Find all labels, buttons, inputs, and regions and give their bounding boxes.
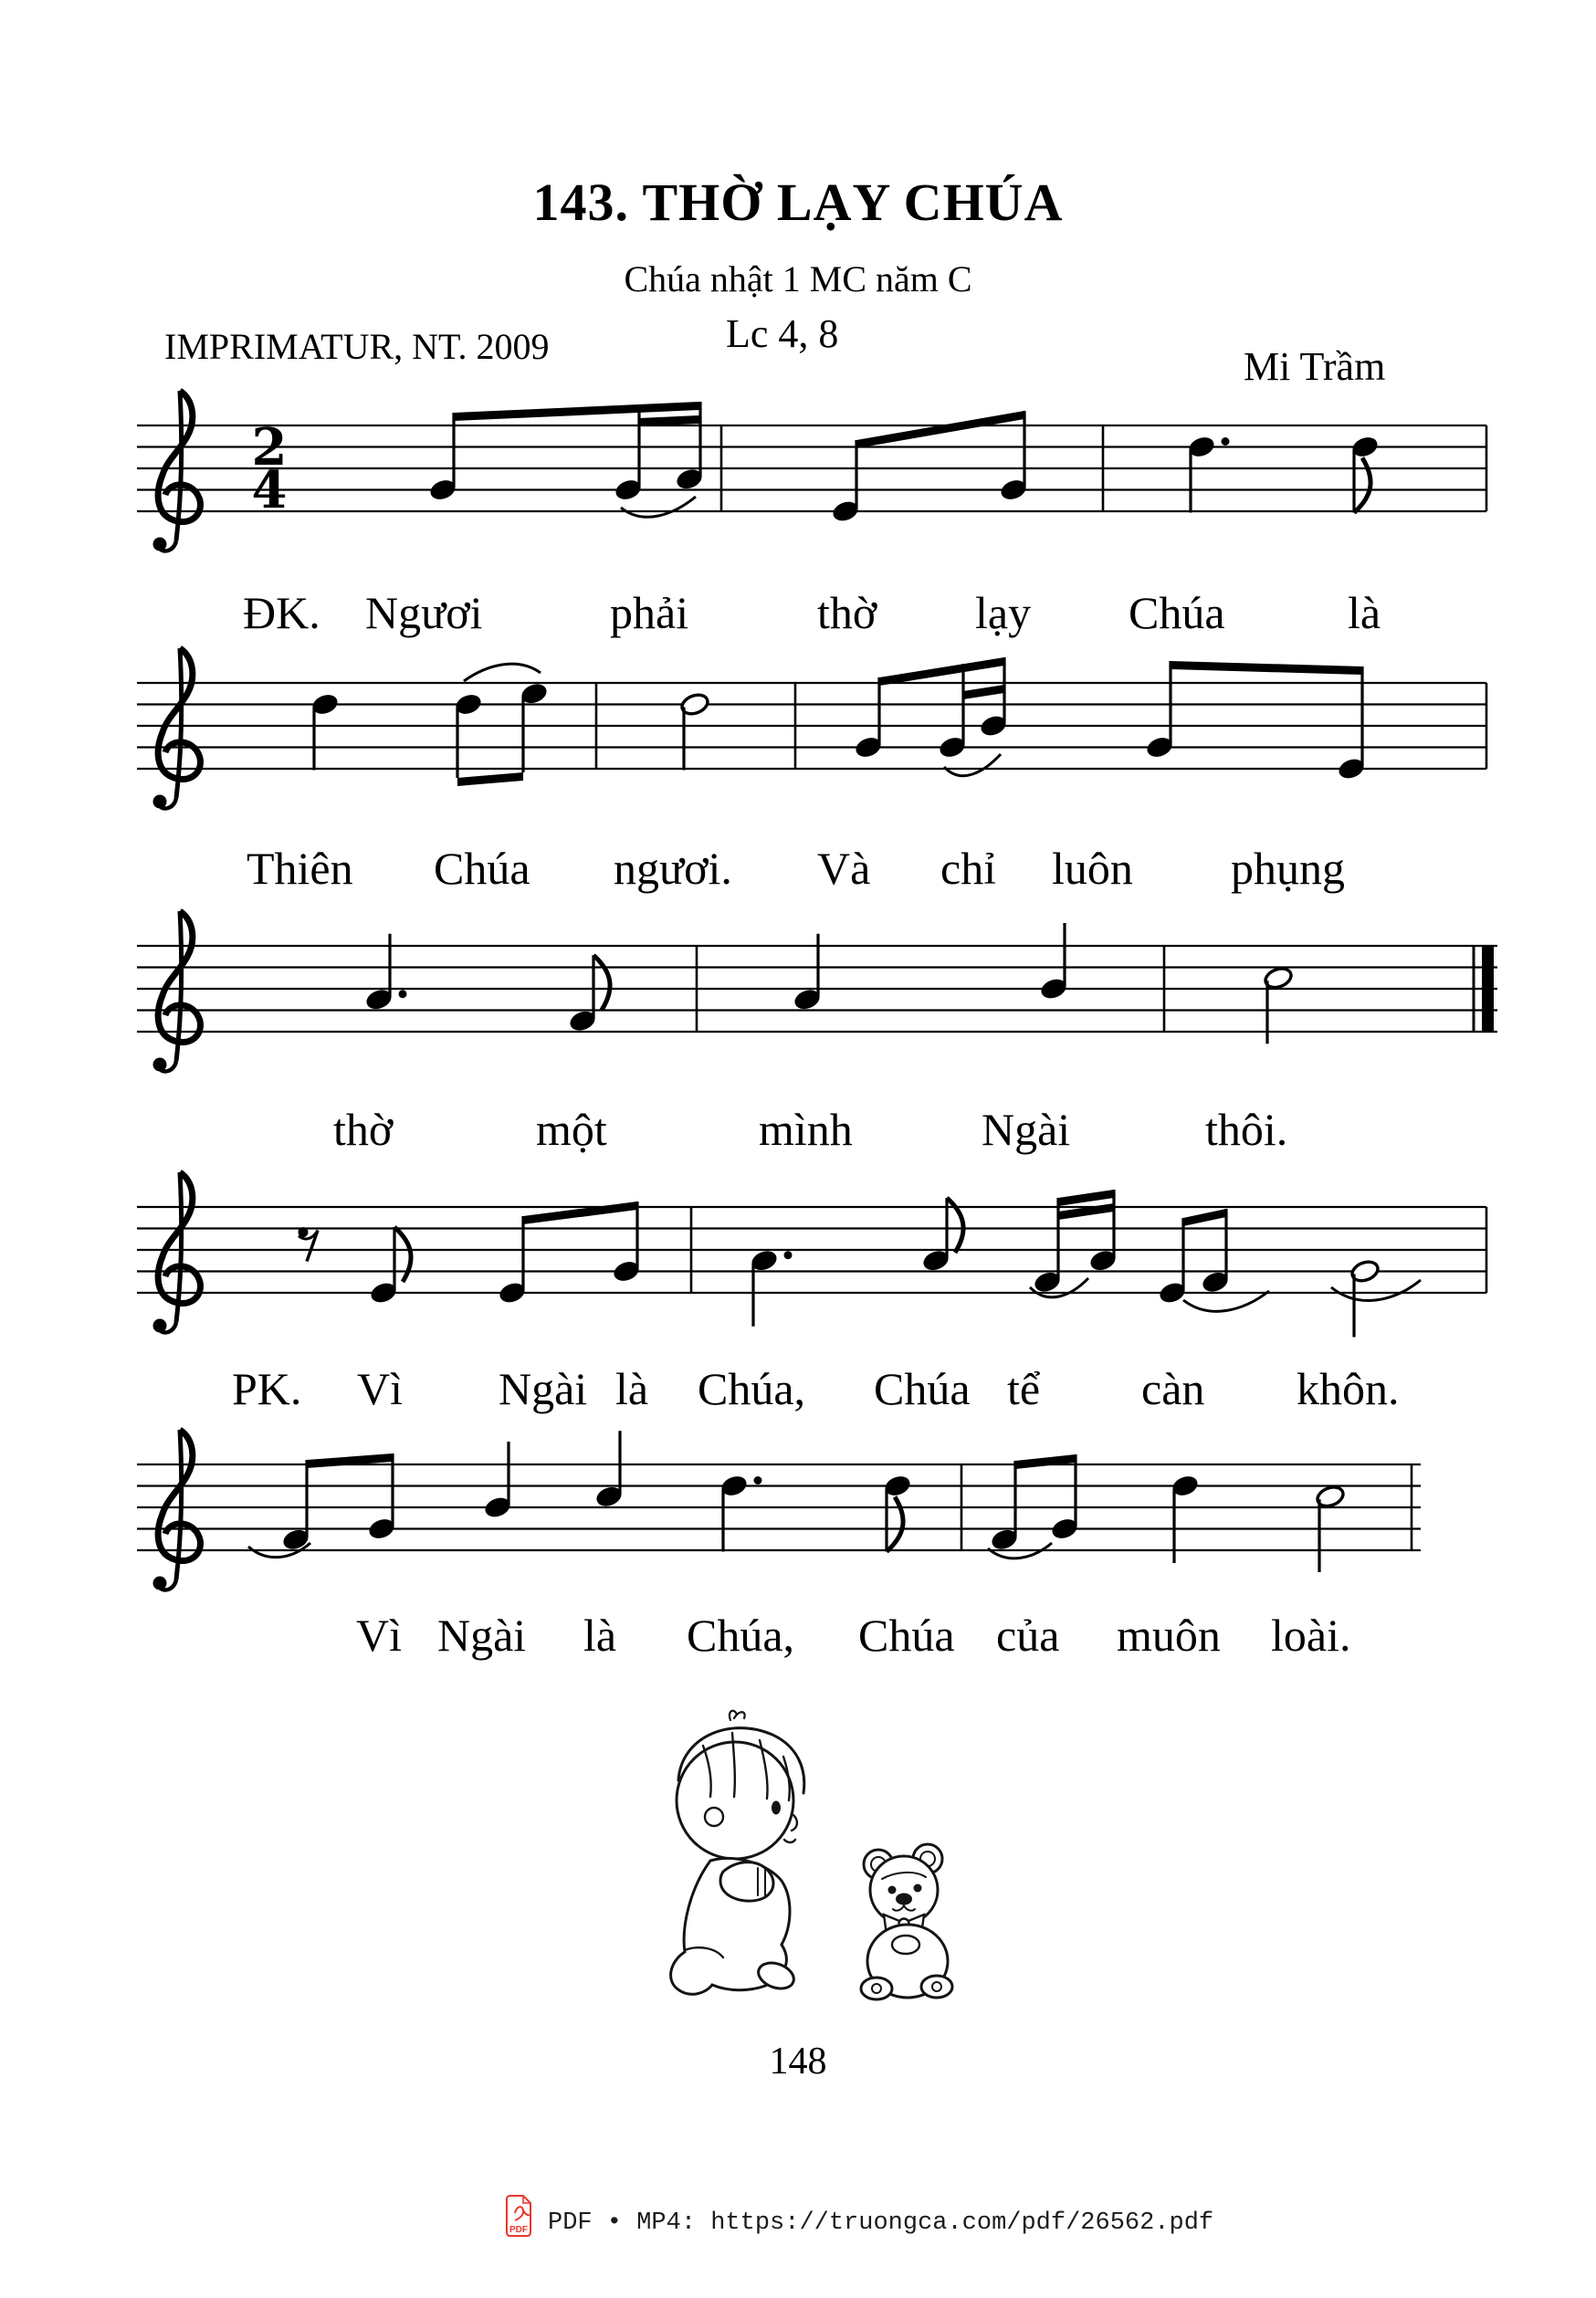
- lyric-word-refrain-line-1: phải: [610, 587, 689, 638]
- pdf-file-icon: [503, 2193, 534, 2239]
- lyric-word-verse-line-2: muôn: [1117, 1610, 1221, 1661]
- lyric-word-refrain-line-1: ĐK.: [243, 587, 320, 638]
- beam: [963, 685, 1004, 699]
- bear-eye: [914, 1884, 922, 1893]
- lyric-word-refrain-line-2: ngươi.: [614, 843, 732, 894]
- beam: [457, 772, 523, 786]
- pdf-icon-label: PDF: [509, 2225, 528, 2235]
- lyric-word-verse-line-2: là: [583, 1610, 617, 1661]
- staff-system-1: [137, 391, 1486, 551]
- beam: [307, 1453, 393, 1468]
- lyric-word-verse-line-1: tể: [1007, 1363, 1041, 1414]
- bear-eye: [888, 1886, 897, 1894]
- lyric-word-verse-line-1: Chúa,: [698, 1363, 806, 1414]
- lyric-word-refrain-line-2: phụng: [1231, 843, 1345, 894]
- lyric-word-refrain-line-1: Chúa: [1129, 587, 1225, 638]
- augmentation-dot: [399, 990, 407, 998]
- time-signature-top: 2: [251, 417, 288, 477]
- praying-child: [671, 1711, 804, 1995]
- eighth-flag: [394, 1227, 411, 1282]
- tie-slur: [621, 497, 696, 517]
- beam: [1058, 1190, 1114, 1206]
- scripture-reference: Lc 4, 8: [726, 311, 839, 356]
- lyric-word-refrain-line-2: Chúa: [434, 843, 530, 894]
- tie-slur: [944, 754, 1001, 776]
- lyric-word-verse-line-1: là: [615, 1363, 649, 1414]
- lyric-word-refrain-line-3: một: [536, 1104, 607, 1155]
- augmentation-dot: [1222, 437, 1230, 446]
- composer-name: Mi Trầm: [1244, 344, 1386, 389]
- lyric-word-refrain-line-3: thờ: [333, 1104, 394, 1155]
- lyric-word-refrain-line-1: là: [1348, 587, 1381, 638]
- lyric-word-verse-line-1: khôn.: [1297, 1363, 1400, 1414]
- lyric-word-verse-line-1: càn: [1141, 1363, 1205, 1414]
- beam: [1058, 1203, 1114, 1220]
- lyric-word-verse-line-2: của: [996, 1610, 1060, 1661]
- tie-slur: [464, 664, 541, 681]
- lyric-word-refrain-line-3: mình: [759, 1104, 853, 1155]
- lyric-word-refrain-line-2: Thiên: [247, 843, 353, 894]
- beam: [523, 1201, 637, 1224]
- lyric-word-refrain-line-2: Và: [817, 843, 871, 894]
- beam: [856, 411, 1024, 448]
- lyric-word-verse-line-2: Vì: [356, 1610, 402, 1661]
- imprimatur-note: IMPRIMATUR, NT. 2009: [164, 326, 550, 367]
- lyric-word-verse-line-1: PK.: [232, 1363, 302, 1414]
- lyric-word-refrain-line-2: chỉ: [940, 843, 997, 894]
- lyric-word-refrain-line-2: luôn: [1052, 843, 1133, 894]
- lyric-word-verse-line-2: Chúa,: [687, 1610, 795, 1661]
- lyric-word-verse-line-2: Ngài: [437, 1610, 527, 1661]
- lyric-word-verse-line-2: loài.: [1271, 1610, 1351, 1661]
- eighth-flag: [593, 955, 610, 1010]
- staff-system-2: [137, 648, 1486, 809]
- tie-slur: [1183, 1291, 1269, 1311]
- page-number: 148: [769, 2041, 827, 2083]
- lyric-word-refrain-line-1: Ngươi: [365, 587, 483, 638]
- bear-nose: [896, 1894, 912, 1905]
- praying-child-illustration: [593, 1709, 1004, 2010]
- lyric-word-refrain-line-3: thôi.: [1205, 1104, 1288, 1155]
- lyric-word-verse-line-1: Ngài: [499, 1363, 588, 1414]
- lyric-word-verse-line-2: Chúa: [858, 1610, 955, 1661]
- child-eye: [772, 1801, 781, 1815]
- lyric-word-verse-line-1: Vì: [357, 1363, 403, 1414]
- eighth-flag: [1354, 458, 1370, 513]
- subtitle: Chúa nhật 1 MC năm C: [624, 258, 972, 299]
- teddy-bear: [861, 1844, 952, 1999]
- augmentation-dot: [784, 1251, 793, 1259]
- augmentation-dot: [754, 1476, 762, 1485]
- beam: [879, 657, 1004, 686]
- lyric-word-refrain-line-1: thờ: [817, 587, 877, 638]
- child-ear: [705, 1808, 723, 1826]
- page-title: 143. THỜ LẠY CHÚA: [532, 173, 1064, 232]
- lyric-word-verse-line-1: Chúa: [874, 1363, 971, 1414]
- beam: [1171, 661, 1362, 675]
- tie-slur: [1331, 1280, 1421, 1300]
- time-signature-bottom: 4: [251, 460, 288, 520]
- lyric-word-refrain-line-3: Ngài: [982, 1104, 1071, 1155]
- footer-download-link[interactable]: PDF • MP4: https://truongca.com/pdf/26562.pdf: [548, 2209, 1214, 2237]
- staff-system-4: [137, 1172, 1486, 1338]
- eighth-flag: [887, 1497, 903, 1552]
- staff-system-3: [137, 911, 1497, 1072]
- staff-system-5: [137, 1430, 1421, 1590]
- lyric-word-refrain-line-1: lạy: [975, 587, 1032, 638]
- beam: [1015, 1454, 1076, 1469]
- beam: [1183, 1209, 1226, 1226]
